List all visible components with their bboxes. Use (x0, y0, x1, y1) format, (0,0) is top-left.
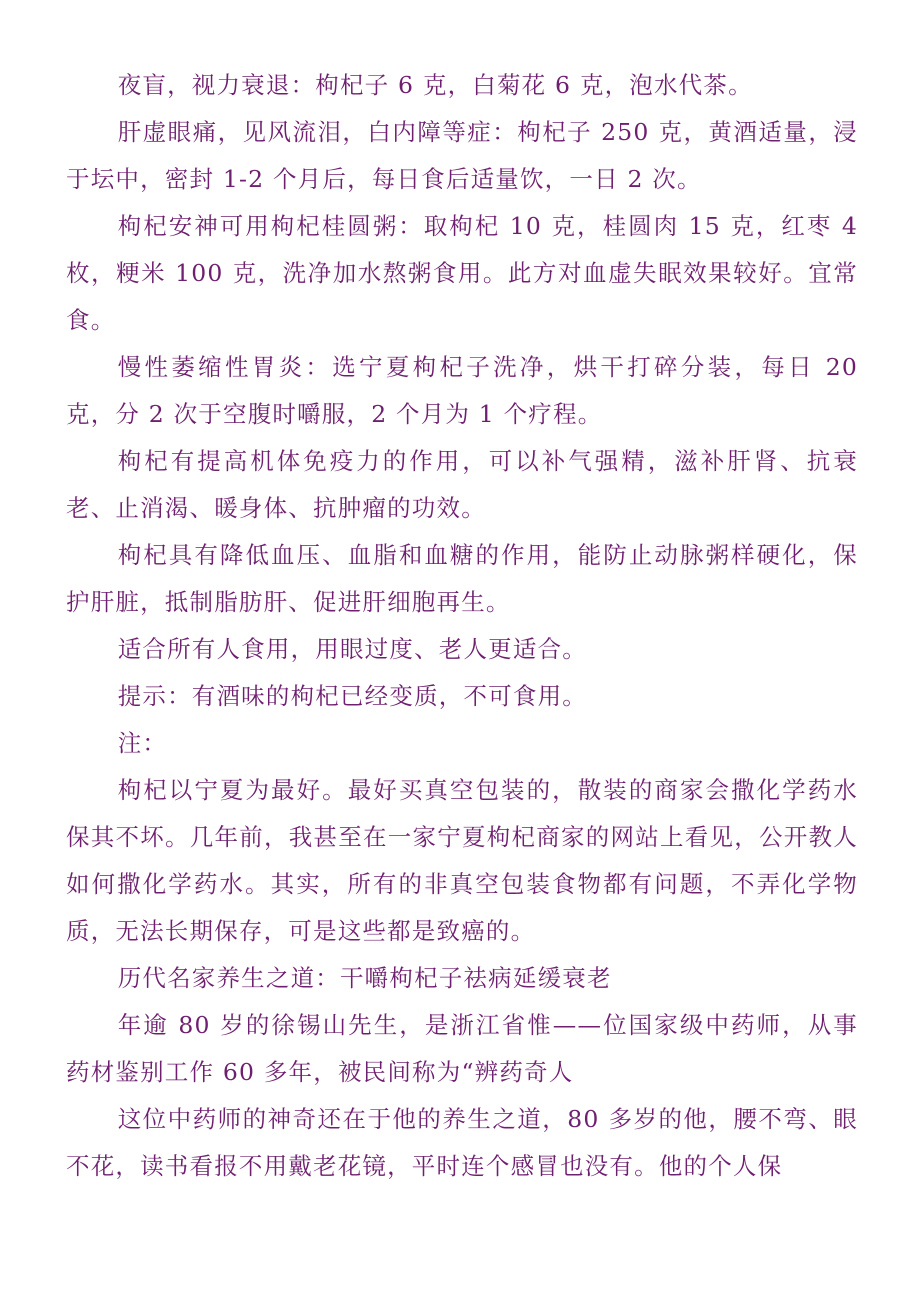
paragraph-suitable-for: 适合所有人食用，用眼过度、老人更适合。 (117, 635, 587, 663)
paragraph-liver-eye-pain: 肝虚眼痛，见风流泪，白内障等症：枸杞子 250 克，黄酒适量，浸于坛中，密封 1-2 个月后，每日食后适量饮，一日 2 次。 (66, 118, 858, 193)
paragraph-calming-porridge: 枸杞安神可用枸杞桂圆粥：取枸杞 10 克，桂圆肉 15 克，红枣 4 枚，粳米 100 克，洗净加水熬粥食用。此方对血虚失眠效果较好。宜常食。 (66, 212, 858, 334)
paragraph-tip: 提示：有酒味的枸杞已经变质，不可食用。 (117, 682, 587, 710)
paragraph-health-practice: 这位中药师的神奇还在于他的养生之道，80 多岁的他，腰不弯、眼不花，读书看报不用戴老花镜，平时连个感冒也没有。他的个人保 (66, 1105, 858, 1180)
paragraph-note-label: 注： (117, 729, 168, 757)
paragraph-immunity: 枸杞有提高机体免疫力的作用，可以补气强精，滋补肝肾、抗衰老、止消渴、暖身体、抗肿瘤的功效。 (66, 447, 858, 522)
paragraph-ningxia-goji: 枸杞以宁夏为最好。最好买真空包装的，散装的商家会撒化学药水保其不坏。几年前，我甚至在一家宁夏枸杞商家的网站上看见，公开教人如何撒化学药水。其实，所有的非真空包装食物都有问题，不弄化学物质，无法长期保存，可是这些都是致癌的。 (66, 776, 858, 945)
paragraph-xu-xishan: 年逾 80 岁的徐锡山先生，是浙江省惟——位国家级中药师，从事药材鉴别工作 60 多年，被民间称为“辨药奇人 (66, 1011, 858, 1086)
paragraph-section-heading: 历代名家养生之道：干嚼枸杞子祛病延缓衰老 (117, 964, 612, 992)
paragraph-gastritis: 慢性萎缩性胃炎：选宁夏枸杞子洗净，烘干打碎分装，每日 20 克，分 2 次于空腹时嚼服，2 个月为 1 个疗程。 (66, 353, 859, 428)
paragraph-night-blindness: 夜盲，视力衰退：枸杞子 6 克，白菊花 6 克，泡水代茶。 (117, 71, 753, 99)
paragraph-blood-pressure: 枸杞具有降低血压、血脂和血糖的作用，能防止动脉粥样硬化，保护肝脏，抵制脂肪肝、促进肝细胞再生。 (66, 541, 858, 616)
